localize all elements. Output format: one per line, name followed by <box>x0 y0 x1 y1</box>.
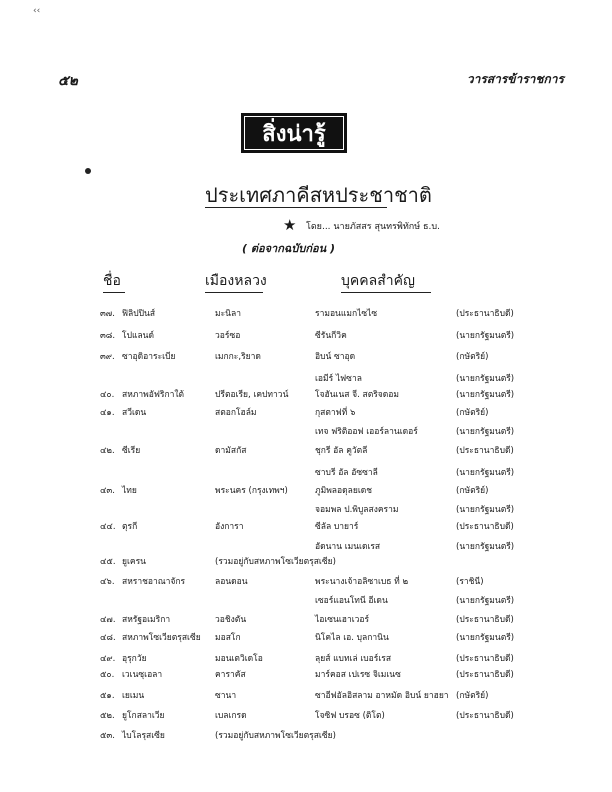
row-number: ๔๔. <box>100 522 116 532</box>
table-row <box>0 405 612 423</box>
table-row <box>0 612 612 630</box>
row-number: ๔๓. <box>100 486 115 496</box>
person-name: อัดนาน เมนเดเรส <box>315 542 381 552</box>
row-number: ๔๕. <box>100 557 116 567</box>
table-row <box>0 328 612 346</box>
person-position: (นายกรัฐมนตรี) <box>456 633 515 643</box>
person-name: รามอนแมกไซไซ <box>315 309 378 319</box>
capital-name: อังการา <box>215 522 244 532</box>
star-icon: ★ <box>283 216 297 234</box>
capital-name: วอชิงตัน <box>215 615 247 625</box>
row-note: (รวมอยู่กับสหภาพโซเวียตรุสเซีย) <box>215 557 336 567</box>
person-position: (นายกรัฐมนตรี) <box>456 390 515 400</box>
row-number: ๕๐. <box>100 670 115 680</box>
table-row <box>0 502 612 520</box>
person-name: โจฮันเนส จี. สตริจดอม <box>315 390 400 400</box>
person-name: นิโคไล เอ. บุลกานิน <box>315 633 389 643</box>
capital-name: เมกกะ,ริยาด <box>215 352 261 362</box>
person-position: (นายกรัฐมนตรี) <box>456 468 515 478</box>
person-name: ซาบรี อัล อัซซาลี <box>315 468 378 478</box>
person-position: (ประธานาธิบดี) <box>456 654 514 664</box>
capital-name: มอนเตวิเดโอ <box>215 654 263 664</box>
country-name: ไบโลรุสเซีย <box>122 731 165 741</box>
row-note: (รวมอยู่กับสหภาพโซเวียตรุสเซีย) <box>215 731 336 741</box>
table-row <box>0 667 612 685</box>
country-name: ไทย <box>122 486 137 496</box>
person-position: (ประธานาธิบดี) <box>456 522 514 532</box>
person-name: ชุกรี อัล คูวัตลี <box>315 446 368 456</box>
capital-name: สตอกโฮล์ม <box>215 408 257 418</box>
row-number: ๕๑. <box>100 691 115 701</box>
person-name: เอมีร์ ไฟซาล <box>315 374 362 384</box>
person-position: (กษัตริย์) <box>456 408 489 418</box>
capital-name: ดามัสกัส <box>215 446 247 456</box>
row-number: ๔๘. <box>100 633 116 643</box>
person-position: (ประธานาธิบดี) <box>456 615 514 625</box>
country-name: สหรัฐอเมริกา <box>122 615 171 625</box>
table-row <box>0 708 612 726</box>
person-name: ซีรันกีวิค <box>315 331 347 341</box>
ink-dot <box>85 168 91 174</box>
row-number: ๓๙. <box>100 352 115 362</box>
article-title: ประเทศภาคีสหประชาชาติ <box>205 183 432 207</box>
row-number: ๔๖. <box>100 577 115 587</box>
table-row <box>0 465 612 483</box>
person-position: (นายกรัฐมนตรี) <box>456 427 515 437</box>
country-name: สหราชอาณาจักร <box>122 577 186 587</box>
row-number: ๔๒. <box>100 446 115 456</box>
capital-name: มะนิลา <box>215 309 241 319</box>
person-name: ซาอีฟอัลอิสลาม อาหมัด อิบน์ ยาฮยา <box>315 691 449 701</box>
capital-name: ลอนดอน <box>215 577 248 587</box>
table-row <box>0 483 612 501</box>
row-number: ๓๘. <box>100 331 116 341</box>
column-header-person-underline <box>341 292 431 293</box>
person-position: (ประธานาธิบดี) <box>456 446 514 456</box>
person-position: (นายกรัฐมนตรี) <box>456 542 515 552</box>
title-underline <box>205 207 387 208</box>
row-number: ๓๗. <box>100 309 115 319</box>
table-row <box>0 688 612 706</box>
table-row <box>0 554 612 572</box>
capital-name: ปรีตอเรีย, เคปทาวน์ <box>215 390 289 400</box>
country-name: สหภาพอัฟริกาใต้ <box>122 390 185 400</box>
capital-name: ซานา <box>215 691 237 701</box>
country-name: สวีเดน <box>122 408 147 418</box>
person-name: พระนางเจ้าอลิซาเบธ ที่ ๒ <box>315 577 409 587</box>
capital-name: มอสโก <box>215 633 241 643</box>
row-number: ๔๑. <box>100 408 115 418</box>
page-number: ๕๒ <box>58 73 78 89</box>
section-headline: สิ่งน่ารู้ <box>241 113 347 153</box>
table-row <box>0 593 612 611</box>
row-number: ๔๗. <box>100 615 116 625</box>
person-position: (กษัตริย์) <box>456 691 489 701</box>
table-row <box>0 519 612 537</box>
person-name: ภูมิพลอดุลยเดช <box>315 486 373 496</box>
byline: โดย... นายภัสสร สุนทรพิทักษ์ ธ.บ. <box>306 222 440 232</box>
column-header-capital-underline <box>205 292 263 293</box>
person-position: (นายกรัฐมนตรี) <box>456 331 515 341</box>
row-number: ๔๐. <box>100 390 115 400</box>
continued-note: ( ต่อจากฉบับก่อน ) <box>242 242 335 255</box>
person-position: (นายกรัฐมนตรี) <box>456 374 515 384</box>
country-name: ฟิลิปปินส์ <box>122 309 156 319</box>
country-name: ซาอุดิอาระเบีย <box>122 352 176 362</box>
country-name: โปแลนด์ <box>122 331 154 341</box>
capital-name: พระนคร (กรุงเทพฯ) <box>215 486 288 496</box>
country-name: อุรุกวัย <box>122 654 147 664</box>
table-row <box>0 630 612 648</box>
person-position: (กษัตริย์) <box>456 352 489 362</box>
person-name: กุสตาฟที่ ๖ <box>315 408 356 418</box>
person-name: ไอเซนเฮาเวอร์ <box>315 615 370 625</box>
column-header-person: บุคคลสำคัญ <box>341 273 415 289</box>
person-name: จอมพล ป.พิบูลสงคราม <box>315 505 399 515</box>
person-position: (ประธานาธิบดี) <box>456 711 514 721</box>
person-position: (ประธานาธิบดี) <box>456 670 514 680</box>
capital-name: วอร์ซอ <box>215 331 241 341</box>
column-header-country-underline <box>103 292 125 293</box>
row-number: ๔๙. <box>100 654 116 664</box>
person-name: โจซิฟ บรอซ (ติโต) <box>315 711 385 721</box>
table-row <box>0 306 612 324</box>
person-position: (นายกรัฐมนตรี) <box>456 596 515 606</box>
person-name: เทจ ฟริติออฟ เออร์ลานเดอร์ <box>315 427 418 437</box>
country-name: สหภาพโซเวียตรุสเซีย <box>122 633 201 643</box>
person-position: (กษัตริย์) <box>456 486 489 496</box>
country-name: ตุรกี <box>122 522 138 532</box>
capital-name: คาราคัส <box>215 670 246 680</box>
column-header-capital: เมืองหลวง <box>205 273 267 289</box>
table-row <box>0 349 612 367</box>
table-row <box>0 424 612 442</box>
person-name: อิบน์ ซาอุด <box>315 352 356 362</box>
person-position: (ประธานาธิบดี) <box>456 309 514 319</box>
country-name: ยูโกสลาเวีย <box>122 711 165 721</box>
country-name: ซีเรีย <box>122 446 141 456</box>
corner-mark: ‹‹ <box>33 6 41 16</box>
person-position: (ราชินี) <box>456 577 484 587</box>
row-number: ๕๒. <box>100 711 115 721</box>
person-name: เซอร์แอนโทนี อีเดน <box>315 596 388 606</box>
person-name: ลุยส์ แบทเล่ เบอร์เรส <box>315 654 392 664</box>
table-row <box>0 728 612 746</box>
person-name: ซีลัล บายาร์ <box>315 522 359 532</box>
country-name: เวเนซุเอลา <box>122 670 163 680</box>
journal-title: วารสารข้าราชการ <box>466 72 564 86</box>
person-position: (นายกรัฐมนตรี) <box>456 505 515 515</box>
table-row <box>0 387 612 405</box>
capital-name: เบลเกรด <box>215 711 247 721</box>
row-number: ๕๓. <box>100 731 115 741</box>
person-name: มาร์คอส เปเรซ จิเมเนซ <box>315 670 401 680</box>
table-row <box>0 574 612 592</box>
column-header-country: ชื่อ <box>103 273 121 289</box>
country-name: เยเมน <box>122 691 145 701</box>
table-row <box>0 443 612 461</box>
country-name: ยูเครน <box>122 557 146 567</box>
